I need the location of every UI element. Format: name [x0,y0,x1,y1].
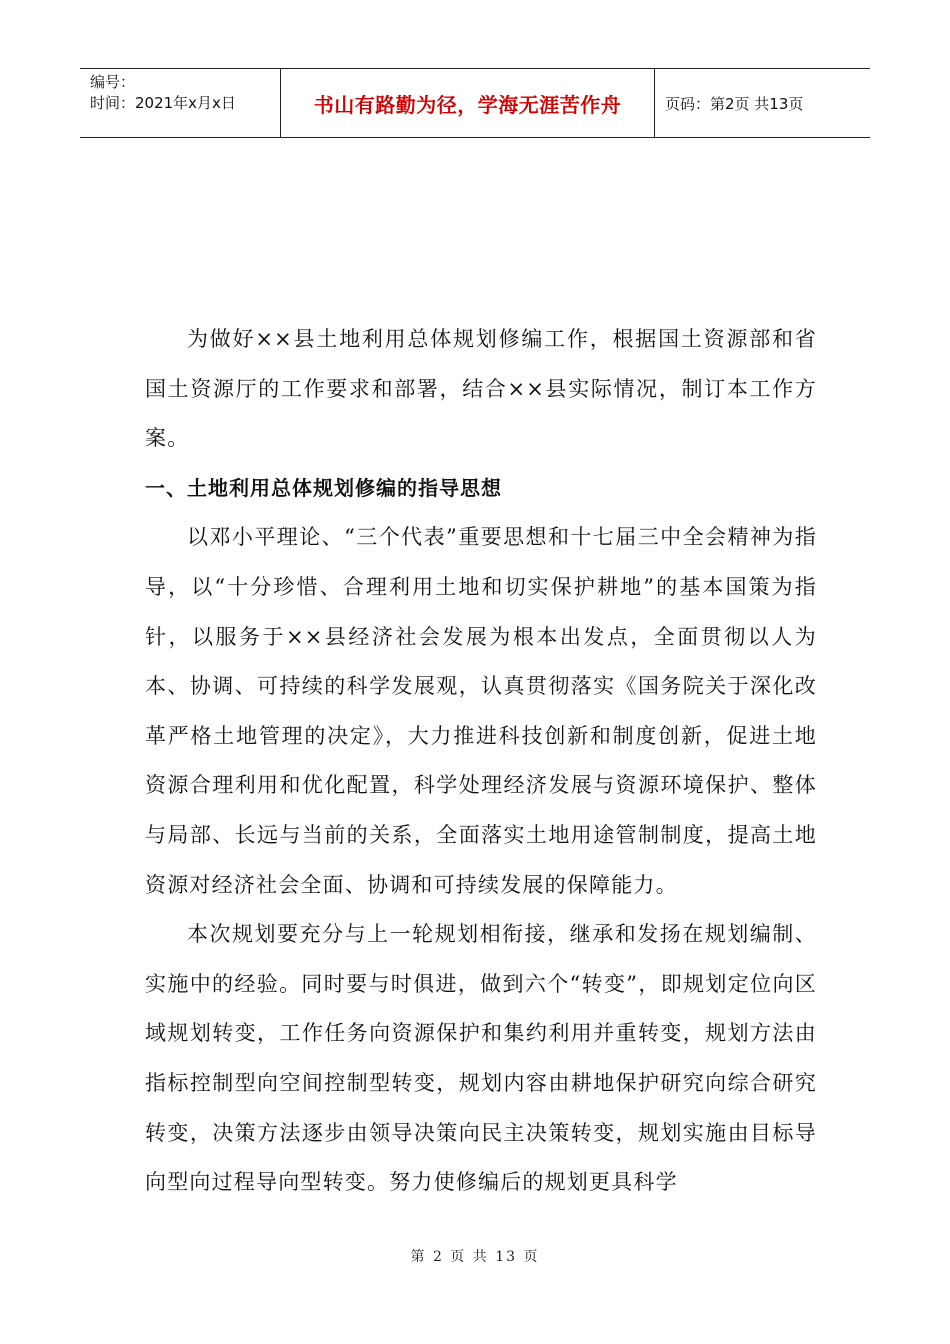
section-heading: 一、土地利用总体规划修编的指导思想 [145,475,502,500]
page-header [80,68,870,138]
document-body [145,315,817,1208]
page-footer: 第 2 页 共 13 页 [410,1249,540,1265]
header-motto: 书山有路勤为径，学海无涯苦作舟 [281,69,655,137]
time-label: 时间：2021年x月x日 [90,94,236,112]
header-meta [80,69,281,137]
header-page-info: 页码：第2页 共13页 [665,94,804,113]
guiding-ideology-paragraph: 以邓小平理论、“三个代表”重要思想和十七届三中全会精神为指导，以“十分珍惜、合理利用土地和切实保护耕地”的基本国策为指针，以服务于××县经济社会发展为根本出发点，全面贯彻以人为本、协调、可持续的科学发展观，认真贯彻落实《国务院关于深化改革严格土地管理的决定》，大力推进科技创新和制度创新，促进土地资源合理利用和优化配置，科学处理经济发展与资源环境保护、整体与局部、长远与当前的关系，全面落实土地用途管制制度，提高土地资源对经济社会全面、协调和可持续发展的保障能力。 [145,525,817,897]
intro-paragraph: 为做好××县土地利用总体规划修编工作，根据国土资源部和省国土资源厅的工作要求和部署，结合××县实际情况，制订本工作方案。 [145,327,817,451]
planning-transition-paragraph: 本次规划要充分与上一轮规划相衔接，继承和发扬在规划编制、实施中的经验。同时要与时俱进，做到六个“转变”，即规划定位向区域规划转变，工作任务向资源保护和集约利用并重转变，规划方法由指标控制型向空间控制型转变，规划内容由耕地保护研究向综合研究转变，决策方法逐步由领导决策向民主决策转变，规划实施由目标导向型向过程导向型转变。努力使修编后的规划更具科学 [145,922,817,1195]
number-label: 编号： [90,73,136,91]
